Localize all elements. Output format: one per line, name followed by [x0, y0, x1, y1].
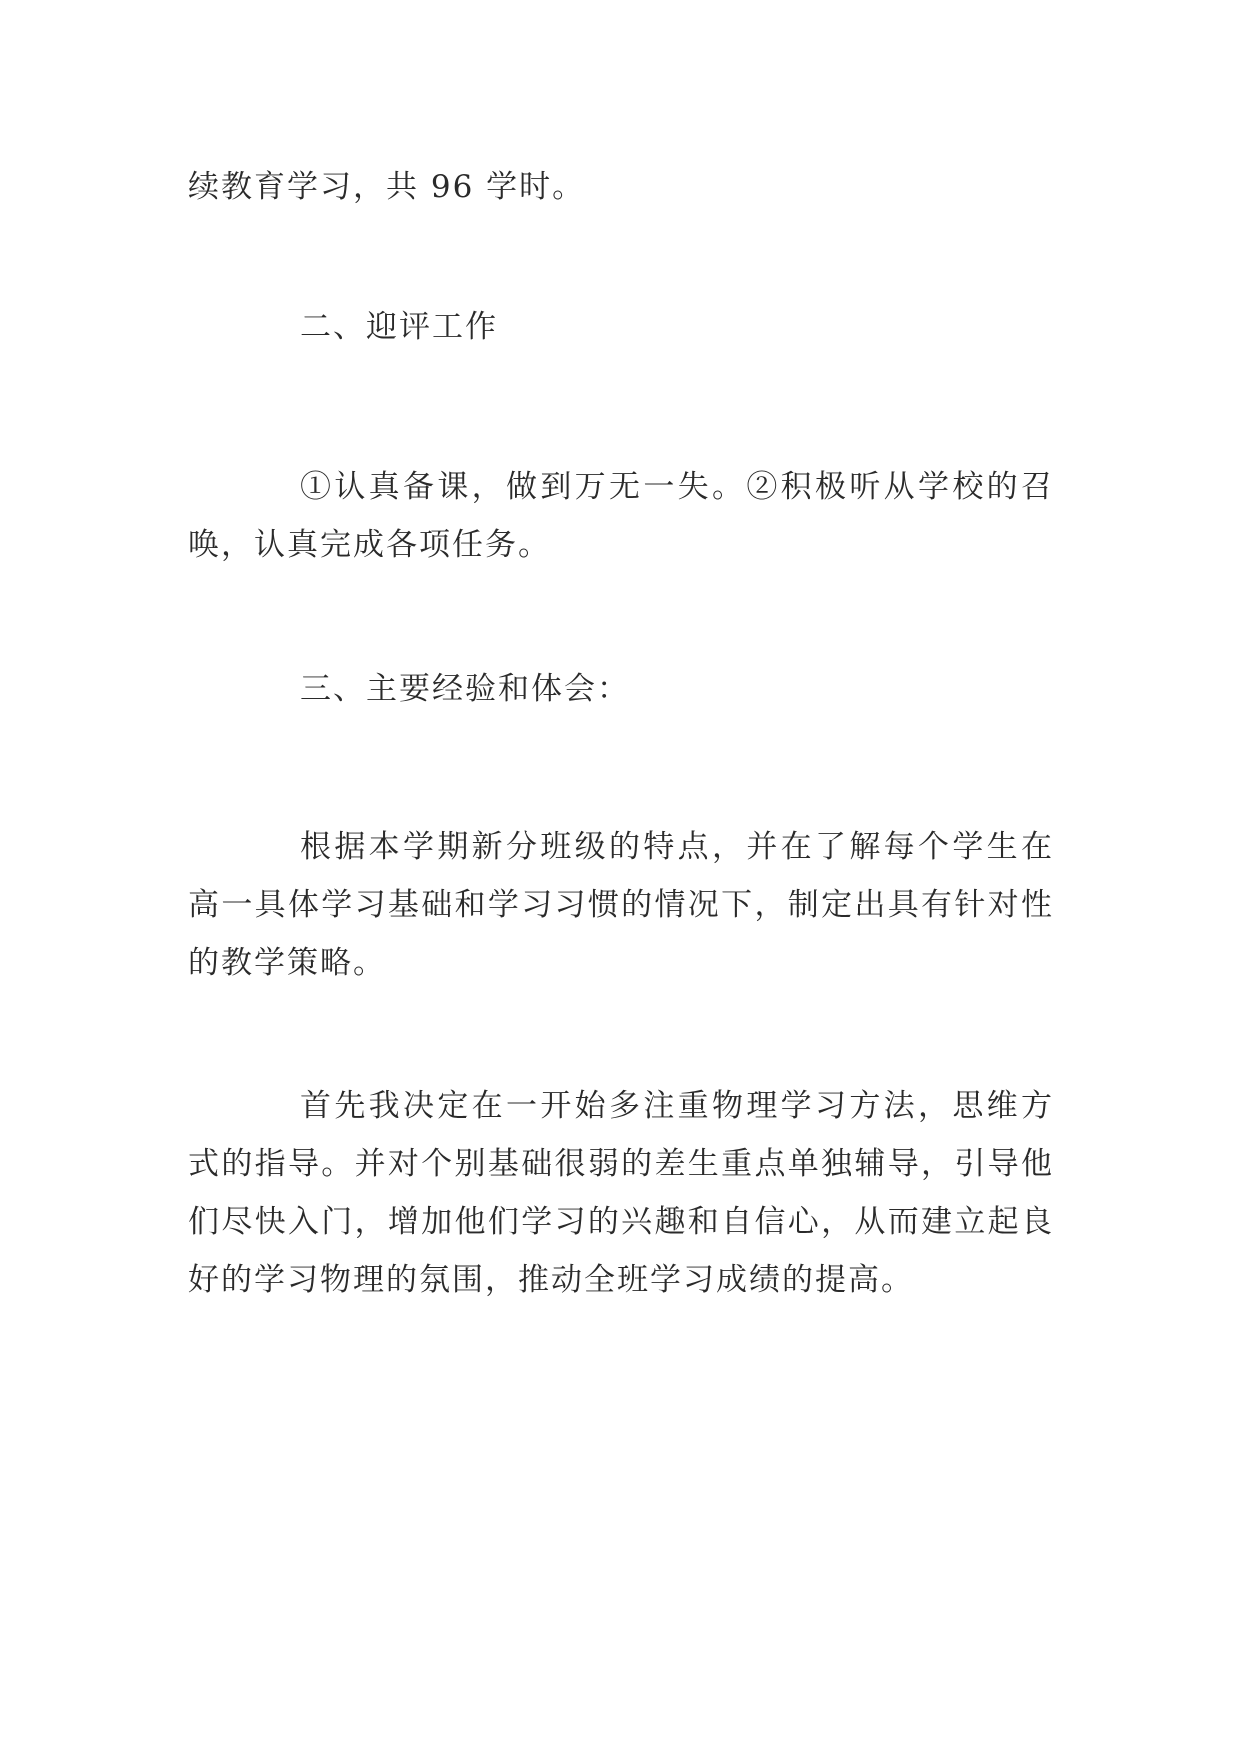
paragraph-learning-methods: 首先我决定在一开始多注重物理学习方法，思维方式的指导。并对个别基础很弱的差生重点单独辅导，引导他们尽快入门，增加他们学习的兴趣和自信心，从而建立起良好的学习物理的氛围，推动全班学习成绩的提高。: [188, 1088, 1054, 1298]
heading-section-two: 二、迎评工作: [300, 309, 498, 345]
paragraph-teaching-strategy: 根据本学期新分班级的特点，并在了解每个学生在高一具体学习基础和学习习惯的情况下，制定出具有针对性的教学策略。: [188, 829, 1054, 981]
heading-section-three: 三、主要经验和体会：: [300, 671, 630, 707]
paragraph-evaluation-work: ①认真备课，做到万无一失。②积极听从学校的召唤，认真完成各项任务。: [188, 469, 1054, 563]
paragraph-continued-education: 续教育学习，共 96 学时。: [188, 169, 586, 205]
